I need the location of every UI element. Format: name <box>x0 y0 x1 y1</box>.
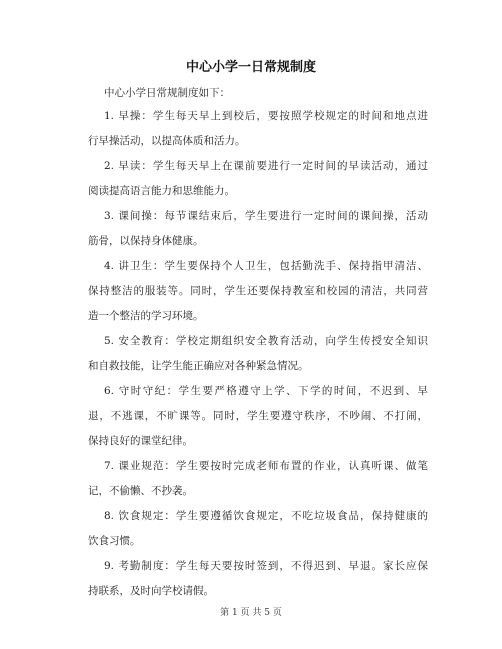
paragraph-line: 8. 饮食规定：学生要遵循饮食规定，不吃垃圾食品，保持健康的 <box>104 510 428 522</box>
paragraph-line: 行早操活动，以提高体质和活力。 <box>88 135 246 147</box>
paragraph-line: 6. 守时守纪：学生要严格遵守上学、下学的时间，不迟到、早 <box>104 385 428 397</box>
paragraph-2 <box>88 154 428 204</box>
paragraph-line: 饮食习惯。 <box>88 535 141 547</box>
paragraph-5 <box>88 329 428 379</box>
paragraph-line: 1. 早操：学生每天早上到校后，要按照学校规定的时间和地点进 <box>104 110 428 122</box>
paragraph-line: 退，不逃课，不旷课等。同时，学生要遵守秩序，不吵闹、不打闹， <box>88 410 428 422</box>
paragraph-line: 记，不偷懒、不抄袭。 <box>88 485 193 497</box>
paragraph-line: 造一个整洁的学习环境。 <box>88 310 204 322</box>
paragraph-9 <box>88 554 428 604</box>
paragraph-line: 9. 考勤制度：学生每天要按时签到，不得迟到、早退。家长应保 <box>104 560 428 572</box>
paragraph-line: 4. 讲卫生：学生要保持个人卫生，包括勤洗手、保持指甲清洁、 <box>104 260 428 272</box>
paragraph-7 <box>88 454 428 504</box>
document-title: 中心小学一日常规制度 <box>185 60 316 75</box>
paragraph-3 <box>88 204 428 254</box>
paragraph-6 <box>88 379 428 454</box>
paragraph-line: 2. 早读：学生每天早上在课前要进行一定时间的早读活动，通过 <box>104 160 428 172</box>
paragraph-line: 保持良好的课堂纪律。 <box>88 435 193 447</box>
intro-text: 中心小学日常规制度如下： <box>104 87 230 99</box>
paragraph-line: 阅读提高语言能力和思维能力。 <box>88 185 235 197</box>
page-footer: 第 1 页 共 5 页 <box>220 608 282 618</box>
paragraph-8 <box>88 504 428 554</box>
paragraph-line: 保持整洁的服装等。同时，学生还要保持教室和校园的清洁，共同营 <box>88 285 428 297</box>
paragraph-line: 5. 安全教育：学校定期组织安全教育活动，向学生传授安全知识 <box>104 335 428 347</box>
paragraph-line: 筋骨，以保持身体健康。 <box>88 235 204 247</box>
paragraph-4 <box>88 254 428 329</box>
paragraph-1 <box>88 104 428 154</box>
paragraph-line: 持联系，及时向学校请假。 <box>88 585 214 597</box>
paragraph-line: 和自救技能，让学生能正确应对各种紧急情况。 <box>88 360 309 372</box>
paragraph-line: 3. 课间操：每节课结束后，学生要进行一定时间的课间操，活动 <box>104 210 428 222</box>
paragraph-line: 7. 课业规范：学生要按时完成老师布置的作业，认真听课、做笔 <box>104 460 428 472</box>
